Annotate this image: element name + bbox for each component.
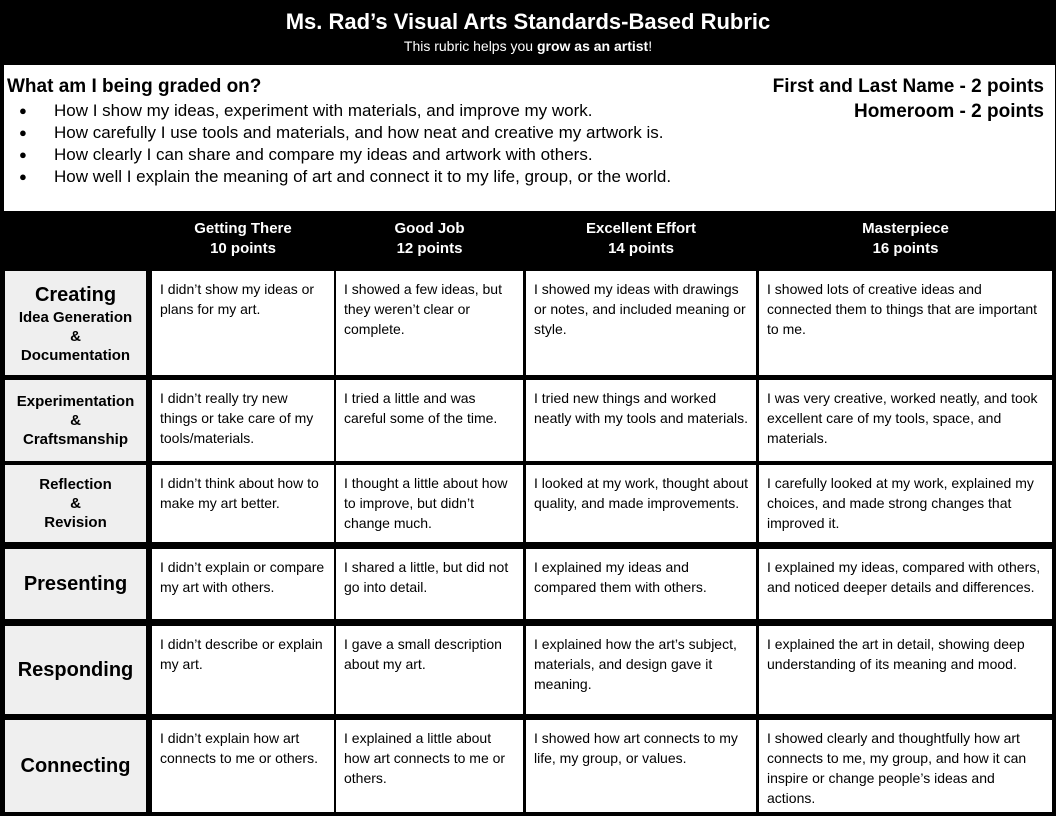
criteria-list (4, 100, 671, 188)
level-header-good-job (336, 219, 523, 259)
row-header-responding (5, 626, 146, 714)
rubric-cell: I explained how the art’s subject, materials, and design gave it meaning. (526, 626, 756, 714)
row-title: Responding (17, 659, 134, 681)
row-title: Connecting (20, 755, 131, 777)
subtitle-emphasis: grow as an artist (536, 38, 649, 54)
rubric-cell: I didn’t really try new things or take care of my tools/materials. (152, 380, 334, 461)
level-header-masterpiece (759, 219, 1052, 259)
row-title: Creating (34, 283, 117, 306)
homeroom-points: Homeroom - 2 points (853, 101, 1044, 122)
rubric-cell: I showed a few ideas, but they weren’t clear or complete. (336, 271, 523, 375)
rubric-title: Ms. Rad’s Visual Arts Standards-Based Rubric (285, 9, 771, 34)
criteria-text: How well I explain the meaning of art and connect it to my life, group, or the world. (54, 167, 672, 186)
rubric-header (0, 0, 1056, 62)
rubric-cell: I looked at my work, thought about quality, and made improvements. (526, 465, 756, 542)
rubric-cell: I shared a little, but did not go into detail. (336, 549, 523, 619)
rubric-cell: I didn’t explain how art connects to me or others. (152, 720, 334, 812)
rubric-cell: I didn’t think about how to make my art better. (152, 465, 334, 542)
criteria-text: How clearly I can share and compare my ideas and artwork with others. (54, 145, 593, 164)
row-subtitle-line: Idea Generation (18, 308, 133, 326)
rubric-cell: I showed how art connects to my life, my group, or values. (526, 720, 756, 812)
rubric-cell: I explained my ideas, compared with others, and noticed deeper details and differences. (759, 549, 1052, 619)
level-name: Excellent Effort (585, 220, 697, 237)
row-subtitle-line: Revision (44, 514, 107, 531)
rubric-cell: I explained the art in detail, showing deep understanding of its meaning and mood. (759, 626, 1052, 714)
rubric-cell: I showed my ideas with drawings or notes, and included meaning or style. (526, 271, 756, 375)
level-points: 10 points (210, 240, 276, 257)
level-header-excellent-effort (526, 219, 756, 259)
level-points: 14 points (608, 240, 674, 257)
rubric-cell: I gave a small description about my art. (336, 626, 523, 714)
row-header-reflection (5, 465, 146, 542)
bullet-icon: ● (19, 147, 27, 162)
rubric-cell: I showed clearly and thoughtfully how art connects to me, my group, and how it can inspire or change people’s ideas and actions. (759, 720, 1052, 812)
criteria-text: How carefully I use tools and materials, and how neat and creative my artwork is. (54, 123, 664, 142)
bullet-icon: ● (19, 125, 27, 140)
grading-intro (4, 65, 1055, 211)
criteria-item (4, 166, 671, 188)
row-title: Presenting (23, 573, 128, 595)
grading-heading: What am I being graded on? (7, 76, 262, 97)
bullet-icon: ● (19, 169, 27, 184)
subtitle-text: This rubric helps you (403, 38, 537, 54)
row-header-presenting (5, 549, 146, 619)
rubric-cell: I was very creative, worked neatly, and took excellent care of my tools, space, and materials. (759, 380, 1052, 461)
rubric-cell: I carefully looked at my work, explained my choices, and made strong changes that improved it. (759, 465, 1052, 542)
row-subtitle-line: Experimentation (16, 393, 135, 410)
row-subtitle-line: Reflection (39, 476, 112, 493)
criteria-item (4, 122, 671, 144)
row-header-creating (5, 271, 146, 375)
rubric-cell: I tried a little and was careful some of the time. (336, 380, 523, 461)
level-points: 16 points (872, 240, 939, 257)
rubric-cell: I tried new things and worked neatly with my tools and materials. (526, 380, 756, 461)
rubric-cell: I didn’t describe or explain my art. (152, 626, 334, 714)
level-points: 12 points (396, 240, 463, 257)
row-subtitle-line: Documentation (20, 346, 131, 364)
criteria-item (4, 144, 671, 166)
rubric-cell: I thought a little about how to improve, but didn’t change much. (336, 465, 523, 542)
row-subtitle-line: & (70, 412, 81, 429)
rubric-cell: I didn’t explain or compare my art with others. (152, 549, 334, 619)
row-subtitle-line: Craftsmanship (22, 431, 129, 448)
name-points: First and Last Name - 2 points (772, 76, 1044, 97)
criteria-item (4, 100, 671, 122)
bullet-icon: ● (19, 103, 27, 118)
level-header-getting-there (152, 219, 334, 259)
row-subtitle-line: & (70, 327, 81, 345)
row-subtitle-line: & (70, 495, 81, 512)
criteria-text: How I show my ideas, experiment with materials, and improve my work. (54, 101, 593, 120)
rubric-cell: I explained a little about how art connects to me or others. (336, 720, 523, 812)
rubric-cell: I showed lots of creative ideas and connected them to things that are important to me. (759, 271, 1052, 375)
rubric-cell: I didn’t show my ideas or plans for my art. (152, 271, 334, 375)
level-name: Masterpiece (862, 220, 949, 237)
row-header-experimentation (5, 380, 146, 461)
rubric-subtitle (0, 37, 1056, 55)
rubric-cell: I explained my ideas and compared them with others. (526, 549, 756, 619)
level-name: Getting There (194, 220, 292, 237)
row-header-connecting (5, 720, 146, 812)
subtitle-end: ! (648, 38, 653, 54)
level-name: Good Job (394, 220, 465, 237)
